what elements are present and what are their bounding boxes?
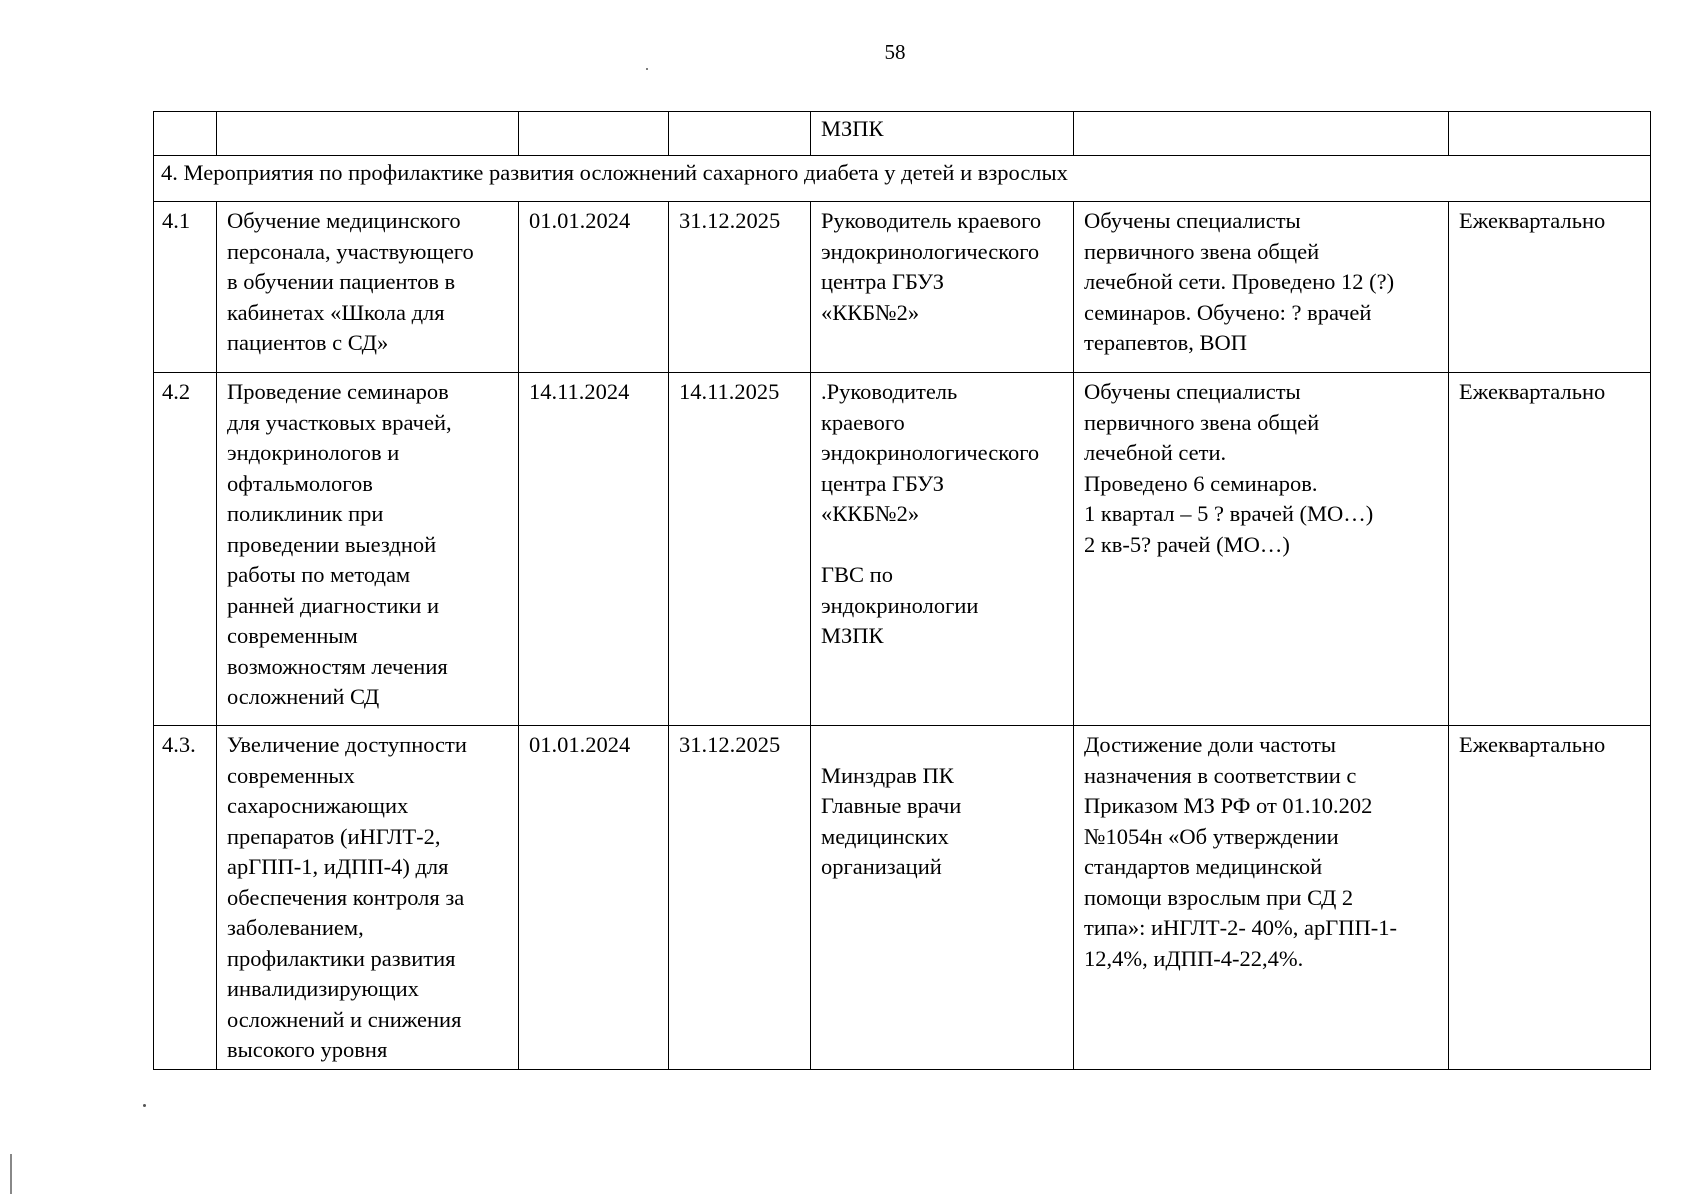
responsible-text: МЗПК [821,116,884,141]
scan-speck [646,68,648,70]
start-date-cell: 01.01.2024 [519,726,669,1070]
cell-activity-empty [217,112,519,156]
table-row [154,202,1651,373]
section-header-row [154,156,1651,202]
activity-cell [217,202,519,373]
responsible-cell [811,726,1074,1070]
result-text: Обучены специалисты первичного звена общей лечебной сети. Проведено 12 (?) семинаров. Обучено: ? врачей терапевтов, ВОП [1084,208,1395,355]
result-text: Обучены специалисты первичного звена общей лечебной сети. Проведено 6 семинаров. 1 квартал – 5 ? врачей (МО…) 2 кв-5? рачей (МО…) [1084,379,1374,557]
cell-end-empty [669,112,811,156]
responsible-text: Руководитель краевого эндокринологического центра ГБУЗ «ККБ№2» [821,208,1042,325]
activity-text: Проведение семинаров для участковых врачей, эндокринологов и офтальмологов поликлиник при проведении выездной работы по методам ранней диагностики и современным возможностям лечения осложнений СД [227,379,452,709]
periodicity-cell: Ежеквартально [1449,373,1651,726]
activity-cell [217,726,519,1070]
activity-text: Увеличение доступности современных сахароснижающих препаратов (иНГЛТ-2, арГПП-1, иДПП-4) для обеспечения контроля за заболеванием, профилактики развития инвалидизирующих осложнений и снижения высокого уровня [227,732,467,1062]
end-date-cell: 31.12.2025 [669,726,811,1070]
cell-num-empty [154,112,217,156]
row-number: 4.2 [154,373,217,726]
page-number: 58 [884,40,906,64]
responsible-cell [811,373,1074,726]
activity-cell [217,373,519,726]
scan-margin-mark [10,1154,12,1194]
row-number: 4.3. [154,726,217,1070]
row-number: 4.1 [154,202,217,373]
cell-responsible [811,112,1074,156]
cell-result-empty [1074,112,1449,156]
cell-start-empty [519,112,669,156]
responsible-cell [811,202,1074,373]
end-date-cell: 31.12.2025 [669,202,811,373]
table-row [154,726,1651,1070]
start-date-cell: 01.01.2024 [519,202,669,373]
result-cell [1074,373,1449,726]
responsible-text: .Руководитель краевого эндокринологического центра ГБУЗ «ККБ№2» ГВС по эндокринологии МЗПК [821,379,1040,648]
scan-speck [143,1104,146,1107]
table-row [154,373,1651,726]
activity-text: Обучение медицинского персонала, участвующего в обучении пациентов в кабинетах «Школа для пациентов с СД» [227,208,474,355]
start-date-cell: 14.11.2024 [519,373,669,726]
periodicity-cell: Ежеквартально [1449,202,1651,373]
table-row-continued [154,112,1651,156]
cell-periodicity-empty [1449,112,1651,156]
periodicity-cell: Ежеквартально [1449,726,1651,1070]
result-text: Достижение доли частоты назначения в соответствии с Приказом МЗ РФ от 01.10.202 №1054н «Об утверждении стандартов медицинской помощи взрослым при СД 2 типа»: иНГЛТ-2- 40%, арГПП-1- 12,4%, иДПП-4-22,4%. [1084,732,1397,971]
end-date-cell: 14.11.2025 [669,373,811,726]
section-title: 4. Мероприятия по профилактике развития осложнений сахарного диабета у детей и взрослых [154,156,1651,202]
result-cell [1074,726,1449,1070]
responsible-text: Минздрав ПК Главные врачи медицинских организаций [821,762,962,879]
result-cell [1074,202,1449,373]
activities-table [153,111,1651,1070]
